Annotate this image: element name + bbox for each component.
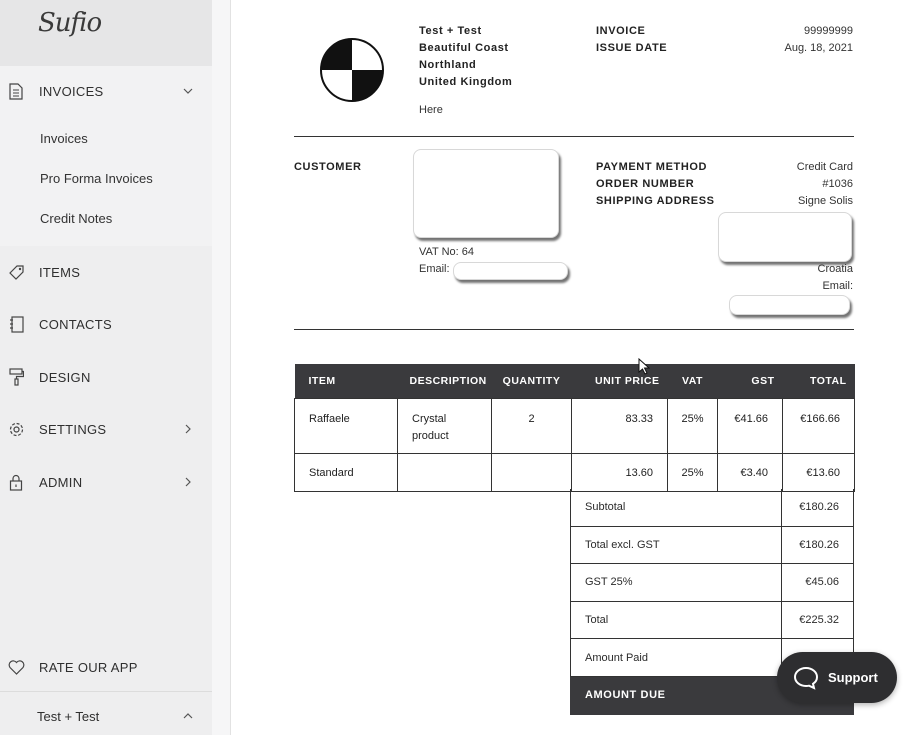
total-cell: €13.60 [783,453,855,491]
excl-gst-value: €180.26 [799,538,839,551]
divider [294,136,854,137]
gear-icon [7,420,25,438]
divider [294,329,854,330]
shipping-email-label: Email: [822,280,853,292]
sidebar [0,0,212,735]
panel-gutter [212,0,231,735]
sidebar-subitem-credit-notes[interactable]: Credit Notes [40,211,113,226]
order-number-label: ORDER NUMBER [596,178,695,190]
column-header: ITEM [295,364,398,398]
support-button[interactable] [777,652,897,703]
sidebar-item-label: SETTINGS [39,421,107,437]
seller-country: United Kingdom [419,76,513,88]
logo-area [0,0,212,66]
chevron-up-icon[interactable] [182,710,194,722]
sidebar-item-admin[interactable] [0,464,212,500]
totals-row-excl-gst [570,527,854,565]
unit-price-cell: 83.33 [572,398,668,453]
sidebar-subitem-pro-forma[interactable]: Pro Forma Invoices [40,171,153,186]
company-logo [320,38,384,107]
totals-row-subtotal [570,489,854,527]
paint-roller-icon [7,368,25,386]
column-header: VAT [668,364,718,398]
mouse-cursor [638,358,650,380]
account-switcher[interactable] [0,698,212,734]
heart-icon [7,658,25,676]
seller-name: Test + Test [419,25,482,37]
description-cell: Crystal product [398,398,492,453]
redacted-customer-address [413,149,559,238]
sidebar-subitem-invoices[interactable]: Invoices [40,131,88,146]
vat-cell: 25% [668,398,718,453]
gst-label: GST 25% [571,564,782,601]
lock-icon [7,473,25,491]
redacted-shipping-email [729,295,850,315]
sidebar-item-design[interactable] [0,359,212,395]
item-cell: Raffaele [295,398,398,453]
redacted-customer-email [453,262,568,280]
column-header: UNIT PRICE [572,364,668,398]
table-header-row [295,364,855,398]
shipping-name: Signe Solis [797,195,853,207]
gst-value: €45.06 [805,576,839,589]
tag-icon [7,263,25,281]
support-label: Support [828,670,878,685]
customer-vat: VAT No: 64 [419,246,475,258]
chat-bubble-icon [793,666,819,695]
contacts-icon [7,315,25,333]
line-items-table [294,364,855,492]
description-cell [398,453,492,491]
totals-row-gst [570,564,854,602]
table-row [295,398,855,453]
rate-our-app-label: RATE OUR APP [39,659,138,675]
amount-paid-label: Amount Paid [571,639,782,676]
column-header: QUANTITY [492,364,572,398]
amount-due-label: AMOUNT DUE [585,689,666,702]
chevron-right-icon[interactable] [182,423,194,435]
seller-note: Here [419,104,443,116]
sidebar-item-label: ADMIN [39,474,83,490]
vat-cell: 25% [668,453,718,491]
total-cell: €166.66 [783,398,855,453]
rate-our-app-link[interactable] [0,649,212,685]
account-name: Test + Test [37,708,100,724]
sidebar-item-label: CONTACTS [39,316,112,332]
customer-email-label: Email: [419,263,450,275]
seller-address-line: Northland [419,59,477,71]
redacted-shipping-address [718,212,852,262]
seller-address-line: Beautiful Coast [419,42,509,54]
column-header: GST [718,364,783,398]
subtotal-value: €180.26 [799,501,839,514]
unit-price-cell: 13.60 [572,453,668,491]
chevron-down-icon[interactable] [182,85,194,97]
sidebar-item-label: ITEMS [39,264,81,280]
order-number-value: #1036 [822,178,853,190]
sidebar-item-invoices[interactable] [0,73,212,109]
shipping-address-label: SHIPPING ADDRESS [596,195,715,207]
total-value: €225.32 [799,614,839,627]
total-label: Total [571,602,782,639]
sidebar-item-label: DESIGN [39,369,91,385]
table-row [295,453,855,491]
invoice-preview [232,0,912,735]
column-header: DESCRIPTION [398,364,492,398]
subtotal-label: Subtotal [571,489,782,526]
column-header: TOTAL [783,364,855,398]
payment-method-value: Credit Card [796,161,853,173]
brand-logo[interactable]: Sufio [38,8,102,38]
shipping-country: Croatia [817,263,853,275]
customer-label: CUSTOMER [294,161,362,173]
item-cell: Standard [295,453,398,491]
issue-date-value: Aug. 18, 2021 [784,42,853,54]
document-icon [7,82,25,100]
sidebar-item-label: INVOICES [39,83,104,99]
payment-method-label: PAYMENT METHOD [596,161,708,173]
invoice-number-label: INVOICE [596,25,646,37]
quantity-cell [492,453,572,491]
sidebar-item-items[interactable] [0,254,212,290]
gst-cell: €3.40 [718,453,783,491]
issue-date-label: ISSUE DATE [596,42,668,54]
invoice-number-value: 99999999 [804,25,853,37]
totals-row-total [570,602,854,640]
sidebar-divider [0,691,212,692]
sidebar-item-settings[interactable] [0,411,212,447]
sidebar-item-contacts[interactable] [0,306,212,342]
quantity-cell: 2 [492,398,572,453]
excl-gst-label: Total excl. GST [571,527,782,564]
gst-cell: €41.66 [718,398,783,453]
chevron-right-icon[interactable] [182,476,194,488]
